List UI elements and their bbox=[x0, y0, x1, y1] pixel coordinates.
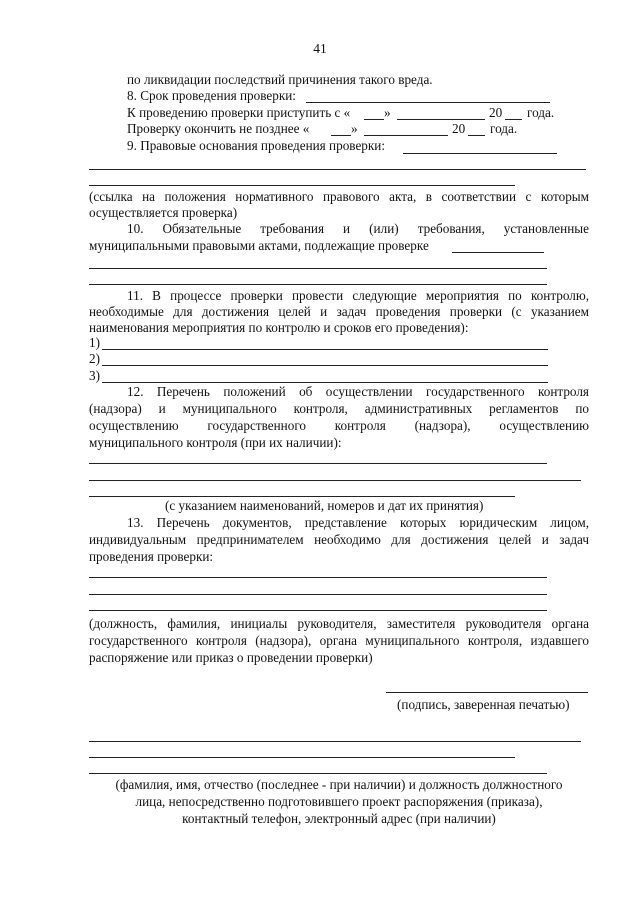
regulations-label-cont: (надзора) и муниципального контроля, административных регламентов по bbox=[89, 401, 589, 416]
start-date-label: К проведению проверки приступить с « bbox=[127, 105, 351, 120]
page-number: 41 bbox=[313, 41, 327, 56]
regulations-line[interactable] bbox=[89, 463, 547, 464]
legal-basis-label: 9. Правовые основания проведения проверки: bbox=[127, 138, 386, 153]
note-head: (должность, фамилия, инициалы руководителя, заместителя руководителя органа bbox=[89, 616, 589, 631]
start-year-field[interactable] bbox=[505, 119, 522, 120]
end-year-field[interactable] bbox=[468, 135, 485, 136]
author-line[interactable] bbox=[89, 741, 581, 742]
text: » bbox=[351, 121, 358, 136]
text: » bbox=[384, 105, 391, 120]
start-month-field[interactable] bbox=[397, 119, 485, 120]
list-item-number: 2) bbox=[89, 351, 100, 366]
note-regulations: (с указанием наименований, номеров и дат их принятия) bbox=[165, 498, 484, 513]
text: 20 bbox=[452, 121, 466, 136]
list-item-number: 1) bbox=[89, 335, 100, 350]
requirements-line[interactable] bbox=[89, 284, 547, 285]
regulations-label-cont: осуществлению государственного контроля (надзора), осуществлению bbox=[89, 418, 589, 433]
end-day-field[interactable] bbox=[331, 135, 351, 136]
note-author: (фамилия, имя, отчество (последнее - при наличии) и должность должностного bbox=[115, 777, 563, 792]
requirements-label: 10. Обязательные требования и (или) требования, установленные bbox=[127, 221, 589, 236]
author-line[interactable] bbox=[89, 757, 515, 758]
activity-field-2[interactable] bbox=[102, 365, 548, 366]
documents-label-cont: индивидуальным предпринимателем необходимо для достижения целей и задач bbox=[89, 532, 589, 547]
inspection-term-label: 8. Срок проведения проверки: bbox=[127, 88, 296, 103]
documents-label-cont: проведения проверки: bbox=[89, 549, 214, 564]
note-head-cont: государственного контроля (надзора), органа муниципального контроля, издавшего bbox=[89, 633, 589, 648]
end-month-field[interactable] bbox=[364, 135, 448, 136]
note-legal-act: (ссылка на положения нормативного правового акта, в соответствии с которым bbox=[89, 189, 589, 204]
activities-label: 11. В процессе проверки провести следующие мероприятия по контролю, bbox=[127, 288, 589, 303]
requirements-line[interactable] bbox=[89, 268, 547, 269]
regulations-line[interactable] bbox=[89, 480, 581, 481]
note-author-cont: контактный телефон, электронный адрес (при наличии) bbox=[182, 811, 496, 826]
requirements-field[interactable] bbox=[452, 252, 544, 253]
regulations-label: 12. Перечень положений об осуществлении государственного контроля bbox=[127, 384, 589, 399]
regulations-label-cont: муниципального контроля (при их наличии): bbox=[89, 435, 342, 450]
documents-line[interactable] bbox=[89, 610, 547, 611]
inspection-term-field[interactable] bbox=[306, 102, 550, 103]
activities-label-cont: необходимые для достижения целей и задач проведения проверки (с указанием bbox=[89, 304, 589, 319]
activity-field-3[interactable] bbox=[102, 382, 548, 383]
note-legal-act-cont: осуществляется проверка) bbox=[89, 205, 238, 220]
author-line[interactable] bbox=[89, 773, 547, 774]
start-day-field[interactable] bbox=[364, 119, 384, 120]
requirements-label-cont: муниципальными правовыми актами, подлежащие проверке bbox=[89, 238, 429, 253]
text-line: по ликвидации последствий причинения такого вреда. bbox=[127, 72, 433, 87]
documents-line[interactable] bbox=[89, 594, 547, 595]
note-head-cont: распоряжение или приказ о проведении проверки) bbox=[89, 650, 373, 665]
activities-label-cont: наименования мероприятия по контролю и сроков его проведения): bbox=[89, 320, 469, 335]
text: года. bbox=[527, 105, 555, 120]
documents-line[interactable] bbox=[89, 577, 547, 578]
text: года. bbox=[490, 121, 518, 136]
regulations-line[interactable] bbox=[89, 496, 515, 497]
list-item-number: 3) bbox=[89, 368, 100, 383]
documents-label: 13. Перечень документов, представление которых юридическим лицом, bbox=[127, 515, 589, 530]
legal-basis-field[interactable] bbox=[403, 153, 557, 154]
signature-line[interactable] bbox=[386, 692, 588, 693]
note-author-cont: лица, непосредственно подготовившего проект распоряжения (приказа), bbox=[135, 794, 543, 809]
legal-basis-line[interactable] bbox=[89, 185, 515, 186]
signature-caption: (подпись, заверенная печатью) bbox=[397, 697, 570, 712]
activity-field-1[interactable] bbox=[102, 349, 548, 350]
end-date-label: Проверку окончить не позднее « bbox=[127, 121, 310, 136]
legal-basis-line[interactable] bbox=[89, 169, 586, 170]
text: 20 bbox=[489, 105, 503, 120]
